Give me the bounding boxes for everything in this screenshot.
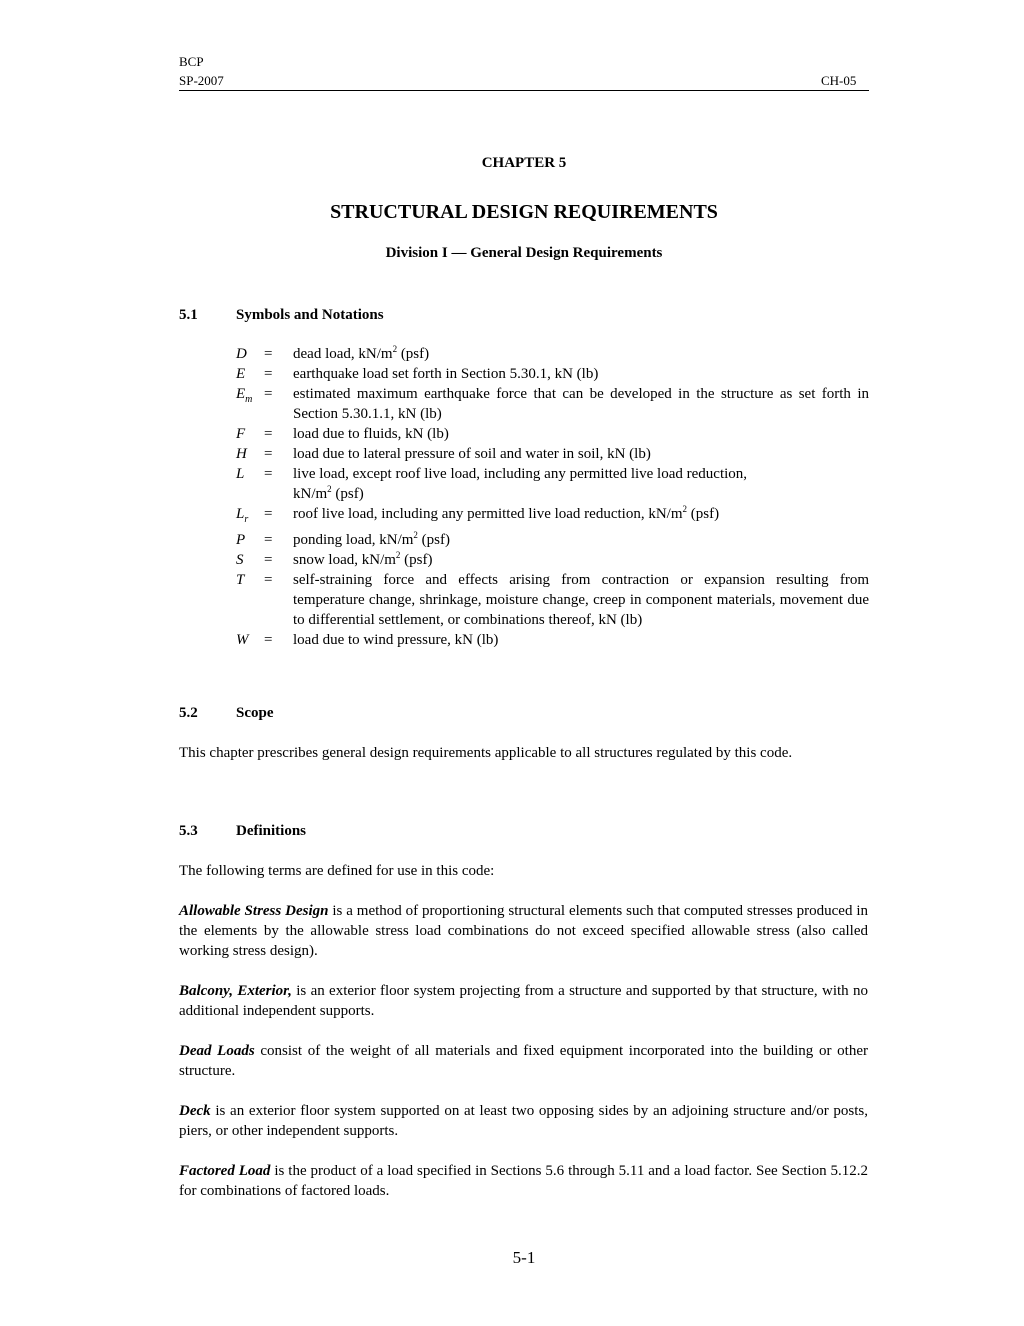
equals-sign: =	[264, 426, 273, 442]
definition-deck	[179, 1101, 868, 1141]
definition-term: Factored Load	[179, 1163, 271, 1179]
section-title: Scope	[236, 705, 274, 721]
equals-sign: =	[264, 506, 273, 522]
header-org: BCP	[179, 54, 204, 69]
symbol-definition: live load, except roof live load, including any permitted live load reduction, $kN/m^2$ (psf)	[293, 466, 748, 502]
equals-sign: =	[264, 346, 273, 362]
definition-text: is an exterior floor system projecting from a structure and supported by that structure, with no additional independent supports.	[179, 983, 868, 1019]
symbol-row-p	[236, 530, 869, 550]
chapter-label: CHAPTER 5	[481, 155, 567, 171]
equals-sign: =	[264, 386, 273, 402]
definition-text: is an exterior floor system supported on at least two opposing sides by an adjoining structure and/or posts, piers, or other independent supports.	[179, 1103, 868, 1139]
section-number: 5.2	[179, 705, 198, 721]
equals-sign: =	[264, 366, 273, 382]
symbol-definition: load due to wind pressure, kN (lb)	[293, 632, 499, 648]
symbol-row-w	[236, 630, 869, 650]
symbol-definition: load due to fluids, kN (lb)	[293, 426, 449, 442]
symbol-name: F	[236, 426, 246, 442]
symbol-definition: dead load, $kN/m^2$ (psf)	[293, 344, 430, 362]
symbol-row-s	[236, 550, 869, 570]
section-title: Symbols and Notations	[236, 307, 384, 323]
scope-paragraph: This chapter prescribes general design requirements applicable to all structures regulated by this code.	[179, 745, 793, 761]
section-number: 5.3	[179, 823, 198, 839]
header-rule	[179, 90, 869, 91]
symbol-row-l	[236, 464, 869, 504]
definition-text: is a method of proportioning structural elements such that computed stresses produced in the elements by the allowable stress load combinations do not exceed specified allowable stress (also called working stress design).	[179, 903, 869, 959]
equals-sign: =	[264, 466, 273, 482]
symbol-name: D	[236, 346, 247, 362]
page-number: 5-1	[512, 1248, 536, 1267]
symbol-name: S	[236, 552, 244, 568]
equals-sign: =	[264, 552, 273, 568]
symbol-name: $L_r$	[236, 506, 249, 525]
definition-term: Dead Loads	[179, 1043, 255, 1059]
section-number: 5.1	[179, 307, 198, 323]
symbol-name: W	[236, 632, 249, 648]
symbol-row-t	[236, 570, 869, 630]
equals-sign: =	[264, 572, 273, 588]
symbol-row-em	[236, 384, 869, 424]
header-chapter-tag: CH-05	[821, 73, 857, 88]
symbol-name: H	[236, 446, 247, 462]
equals-sign: =	[264, 532, 273, 548]
symbol-name: T	[236, 572, 245, 588]
symbol-definition: load due to lateral pressure of soil and water in soil, kN (lb)	[293, 446, 651, 462]
definition-allowable-stress-design	[179, 901, 868, 961]
symbol-definition: ponding load, $kN/m^2$ (psf)	[293, 530, 450, 548]
symbol-definition: self-straining force and effects arising from contraction or expansion resulting from temperature change, shrinkage, moisture change, creep in component materials, movement due to differential settlement, or combinations thereof, kN (lb)	[293, 572, 869, 628]
symbol-row-f	[236, 424, 869, 444]
definition-term: Balcony, Exterior,	[179, 983, 292, 999]
definition-factored-load	[179, 1161, 868, 1201]
symbol-name: P	[236, 532, 246, 548]
symbol-name: E	[236, 366, 246, 382]
equals-sign: =	[264, 446, 273, 462]
definitions-intro: The following terms are defined for use in this code:	[179, 863, 495, 879]
definition-dead-loads	[179, 1041, 868, 1081]
definition-balcony-exterior	[179, 981, 868, 1021]
symbol-row-h	[236, 444, 869, 464]
definition-term: Allowable Stress Design	[179, 903, 329, 919]
symbols-list	[236, 344, 869, 650]
section-title: Definitions	[236, 823, 307, 839]
chapter-title: STRUCTURAL DESIGN REQUIREMENTS	[330, 201, 718, 223]
symbol-definition: estimated maximum earthquake force that can be developed in the structure as set forth in Section 5.30.1.1, kN (lb)	[293, 386, 869, 422]
symbol-row-d	[236, 344, 869, 364]
symbol-definition: earthquake load set forth in Section 5.30.1, kN (lb)	[293, 366, 599, 382]
symbol-name: $E_m$	[236, 386, 253, 405]
symbol-row-lr	[236, 504, 869, 530]
equals-sign: =	[264, 632, 273, 648]
definition-term: Deck	[179, 1103, 211, 1119]
section-heading-5-1	[179, 305, 384, 325]
section-heading-5-2	[179, 703, 274, 723]
symbol-definition: snow load, $kN/m^2$ (psf)	[293, 550, 433, 568]
definition-text: consist of the weight of all materials and fixed equipment incorporated into the building or other structure.	[179, 1043, 868, 1079]
symbol-definition: roof live load, including any permitted live load reduction, $kN/m^2$ (psf)	[293, 504, 720, 522]
symbol-name: L	[236, 466, 245, 482]
section-heading-5-3	[179, 821, 306, 841]
definition-text: is the product of a load specified in Sections 5.6 through 5.11 and a load factor. See Section 5.12.2 for combinations of factored loads.	[179, 1163, 868, 1199]
symbol-row-e	[236, 364, 869, 384]
header-code: SP-2007	[179, 73, 224, 88]
division-title: Division I — General Design Requirements	[385, 245, 663, 261]
